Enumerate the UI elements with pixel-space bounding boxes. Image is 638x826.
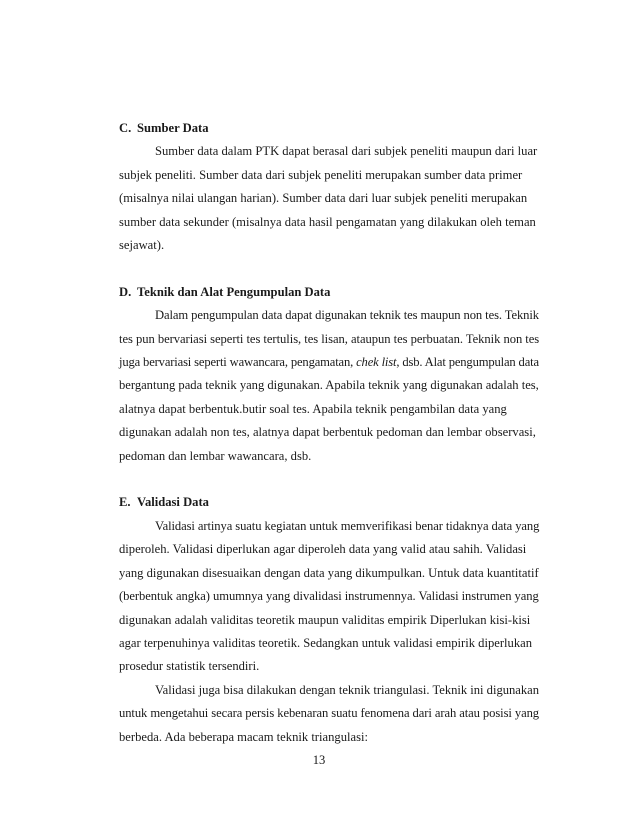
paragraph [119,304,539,468]
section-title: Teknik dan Alat Pengumpulan Data [137,284,331,299]
page-body [119,117,539,749]
section-gap [119,468,539,491]
text-line [119,351,539,374]
text-line: Sumber data dalam PTK dapat berasal dari subjek peneliti maupun dari luar [155,144,538,159]
text-line: untuk mengetahui secara persis kebenaran suatu fenomena dari arah atau posisi yang [119,706,540,721]
text-run: juga bervariasi seperti wawancara, pengamatan, [119,355,357,370]
text-line: digunakan adalah validitas teoretik maupun validitas empirik Diperlukan kisi-kisi [119,612,531,627]
section-heading [119,491,539,514]
section-gap [119,257,539,280]
section-letter: E. [119,495,131,510]
section-title: Sumber Data [137,121,209,135]
text-line: diperoleh. Validasi diperlukan agar diperoleh data yang valid atau sahih. Validasi [119,542,527,557]
text-line: prosedur statistik tersendiri. [119,659,260,674]
text-line: (misalnya nilai ulangan harian). Sumber data dari luar subjek peneliti merupakan [119,191,528,206]
text-line: sumber data sekunder (misalnya data hasil pengamatan yang dilakukan oleh teman [119,214,536,229]
text-line: Dalam pengumpulan data dapat digunakan teknik tes maupun non tes. Teknik [155,308,539,323]
text-line: agar terpenuhinya validitas teoretik. Sedangkan untuk validasi empirik diperlukan [119,635,533,650]
text-line: pedoman dan lembar wawancara, dsb. [119,448,312,463]
italic-term: chek list [356,355,397,370]
text-line: sejawat). [119,238,165,253]
text-line: yang digunakan disesuaikan dengan data yang dikumpulkan. Untuk data kuantitatif [119,565,539,580]
section-letter: D. [119,284,132,299]
text-line: tes pun bervariasi seperti tes tertulis, tes lisan, ataupun tes perbuatan. Teknik non tes [119,331,540,346]
text-line: alatnya dapat berbentuk.butir soal tes. Apabila teknik pengambilan data yang [119,401,507,416]
paragraph [119,515,539,679]
text-line: Validasi juga bisa dilakukan dengan teknik triangulasi. Teknik ini digunakan [155,682,540,697]
text-run: , dsb. Alat pengumpulan data [396,355,539,370]
section-heading [119,117,539,140]
text-line: bergantung pada teknik yang digunakan. Apabila teknik yang digunakan adalah tes, [119,378,539,393]
text-line: subjek peneliti. Sumber data dari subjek peneliti merupakan sumber data primer [119,167,523,182]
text-line: Validasi artinya suatu kegiatan untuk memverifikasi benar tidaknya data yang [155,518,540,533]
text-line: digunakan adalah non tes, alatnya dapat berbentuk pedoman dan lembar observasi, [119,425,536,440]
page-number: 13 [312,753,326,767]
section-letter: C. [119,121,132,135]
text-line: (berbentuk angka) umumnya yang divalidasi instrumennya. Validasi instrumen yang [119,589,539,604]
paragraph [119,140,539,257]
section-title: Validasi Data [137,495,209,510]
text-line: berbeda. Ada beberapa macam teknik triangulasi: [119,729,368,744]
section-heading [119,281,539,304]
paragraph [119,679,539,749]
